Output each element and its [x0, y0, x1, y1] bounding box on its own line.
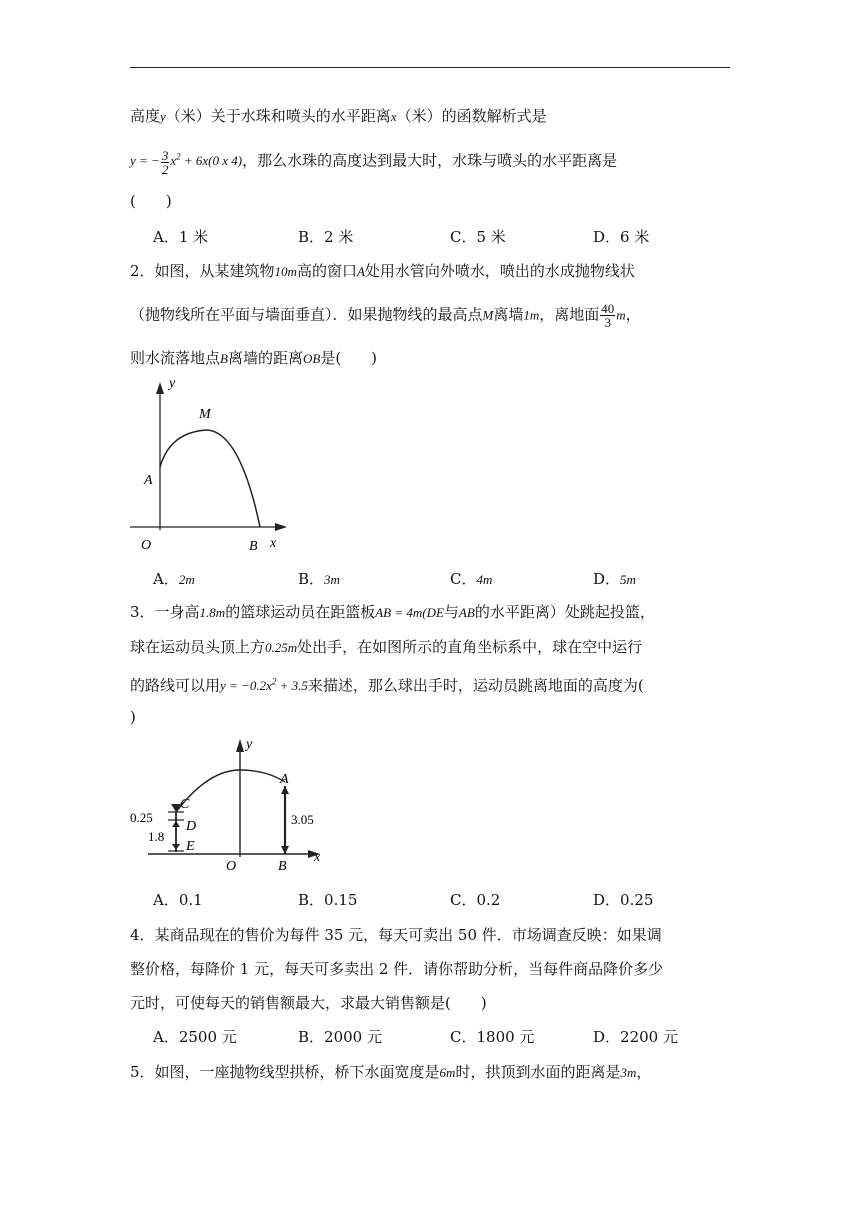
q3-line1	[130, 601, 655, 624]
q1-text: （米）关于水珠和喷头的水平距离	[165, 107, 391, 125]
parabola-curve	[160, 430, 260, 527]
q3-text: 的篮球运动员在距篮板	[225, 603, 376, 621]
label-y: y	[169, 376, 176, 391]
q2-text: 2．如图，从某建筑物	[130, 262, 275, 280]
q2-text: 是( )	[320, 349, 378, 367]
y-axis-arrow	[156, 382, 164, 394]
label-e: E	[186, 839, 195, 854]
q1-paren: ( )	[130, 192, 172, 210]
unit: m	[616, 307, 626, 323]
q2-option-d	[593, 568, 636, 591]
segment-ob: OB	[302, 351, 321, 366]
q3-text: 3．一身高	[130, 603, 200, 621]
q3-text: 来描述，那么球出手时，运动员跳离地面的高度为(	[307, 676, 644, 695]
q3-text: 处出手，在如图所示的直角坐标系中，球在空中运行	[297, 638, 643, 656]
q3-line4: )	[130, 708, 136, 726]
q5-height: 3m	[620, 1065, 637, 1080]
option-value: 2m	[178, 572, 195, 587]
label-a: A	[280, 772, 289, 787]
q4-option-d: D．2200 元	[593, 1028, 678, 1046]
option-value: 4m	[476, 572, 493, 587]
formula-lhs: y = −	[130, 153, 160, 169]
label-o: O	[141, 538, 152, 553]
arrow-up	[281, 786, 289, 794]
q3-option-b: B．0.15	[298, 891, 358, 909]
q4-line2: 整价格，每降价 1 元，每天可多卖出 2 件．请你帮助分析，当每件商品降价多少	[130, 960, 664, 978]
label-c: C	[180, 797, 190, 812]
var-x: x	[390, 109, 397, 124]
denominator: 3	[604, 315, 612, 330]
label-x: x	[270, 536, 277, 551]
q2-text: 离墙	[493, 305, 524, 324]
q1-formula	[130, 147, 243, 177]
label-x: x	[314, 850, 321, 865]
q3-option-c: C．0.2	[450, 891, 501, 909]
q2-distance: 1m	[523, 307, 540, 323]
q3-text: 的路线可以用	[130, 676, 221, 695]
q3-expression: AB = 4m(DE	[375, 605, 444, 620]
q2-line2	[130, 302, 641, 329]
label-b: B	[249, 539, 258, 554]
option-label: C．	[450, 570, 477, 588]
formula-x: x	[170, 153, 177, 169]
q1-text: （米）的函数解析式是	[396, 107, 547, 125]
ball-path	[176, 770, 285, 812]
numerator: 3	[161, 147, 169, 163]
q1-option-d: D．6 米	[593, 228, 650, 246]
exponent: 2	[271, 677, 277, 687]
q2-option-c	[450, 568, 492, 591]
q3-text: 与	[443, 603, 459, 621]
q1-option-a: A．1 米	[153, 228, 209, 246]
label-305: 3.05	[291, 812, 314, 827]
option-value: 3m	[324, 572, 340, 587]
q5-width: 6m	[439, 1065, 456, 1080]
q2-text: 处用水管向外喷水，喷出的水成抛物线状	[364, 262, 635, 280]
q2-option-a	[153, 568, 195, 591]
denominator: 2	[161, 161, 169, 177]
q3-line2	[130, 636, 642, 659]
formula-part: + 6x(0	[180, 153, 223, 169]
exponent: 2	[176, 152, 181, 162]
q1-text: ，那么水珠的高度达到最大时，水珠与喷头的水平距离是	[242, 151, 618, 170]
q2-text: ，	[625, 305, 641, 324]
q3-formula	[220, 678, 308, 693]
q3-figure	[128, 732, 333, 872]
option-value: 5m	[620, 572, 636, 587]
q2-figure	[125, 372, 300, 557]
label-d: D	[186, 819, 197, 834]
label-18: 1.8	[148, 829, 165, 844]
label-a: A	[144, 473, 153, 488]
q3-value: 0.25m	[265, 640, 298, 655]
fraction	[161, 149, 170, 176]
q3-text: 球在运动员头顶上方	[130, 638, 266, 656]
label-m: M	[199, 407, 211, 422]
q2-height: 10m	[274, 264, 297, 279]
label-b: B	[278, 859, 287, 872]
formula-part: y = −0.2x	[220, 678, 272, 694]
q2-line1	[130, 260, 635, 283]
q3-line3	[130, 671, 644, 697]
q2-text: 高的窗口	[296, 262, 357, 280]
arrow-d	[172, 821, 180, 827]
option-label: D．	[593, 570, 621, 588]
q2-text: 则水流落地点	[130, 349, 221, 367]
q2-text: 离墙的距离	[227, 349, 303, 367]
q5-text: ，	[636, 1063, 652, 1081]
q2-text: （抛物线所在平面与墙面垂直）．如果抛物线的最高点	[130, 305, 483, 324]
point-m: M	[482, 307, 494, 323]
q4-option-c: C．1800 元	[450, 1028, 535, 1046]
q4-option-b: B．2000 元	[298, 1028, 382, 1046]
q4-line1: 4．某商品现在的售价为每件 35 元，每天可卖出 50 件．市场调查反映：如果调	[130, 926, 662, 944]
q5-line1	[130, 1061, 651, 1084]
q1-line1	[130, 105, 547, 128]
header-rule	[130, 67, 730, 68]
label-y: y	[246, 737, 253, 752]
point-a: A	[356, 264, 365, 279]
q2-text: ，离地面	[539, 305, 600, 324]
q5-text: 时，拱顶到水面的距离是	[455, 1063, 621, 1081]
y-axis-arrow	[236, 739, 244, 752]
x-axis-arrow	[275, 523, 287, 531]
q2-line3	[130, 347, 377, 370]
q2-option-b	[298, 568, 340, 591]
q5-text: 5．如图，一座抛物线型拱桥，桥下水面宽度是	[130, 1063, 440, 1081]
formula-part: + 3.5	[276, 678, 308, 694]
formula-domain: x	[222, 153, 232, 169]
arrow-down	[281, 846, 289, 854]
arrow-e	[172, 844, 180, 850]
q1-text: 高度	[130, 107, 161, 125]
option-label: A．	[153, 570, 179, 588]
var-y: y	[160, 109, 166, 124]
q1-option-c: C．5 米	[450, 228, 506, 246]
q4-option-a: A．2500 元	[153, 1028, 237, 1046]
q3-option-a: A．0.1	[153, 891, 203, 909]
segment-ab: AB	[458, 605, 475, 620]
q3-option-d: D．0.25	[593, 891, 654, 909]
q3-text: 的水平距离）处跳起投篮，	[474, 603, 655, 621]
point-b: B	[220, 351, 228, 366]
formula-part: 4)	[231, 153, 243, 169]
q1-line2	[130, 146, 617, 176]
q4-line3: 元时，可使每天的销售额最大，求最大销售额是( )	[130, 994, 487, 1012]
q3-height: 1.8m	[199, 605, 226, 620]
q1-option-b: B．2 米	[298, 228, 354, 246]
option-label: B．	[298, 570, 325, 588]
label-025: 0.25	[130, 810, 153, 825]
fraction	[600, 302, 615, 329]
label-o: O	[226, 859, 237, 872]
numerator: 40	[601, 301, 615, 316]
